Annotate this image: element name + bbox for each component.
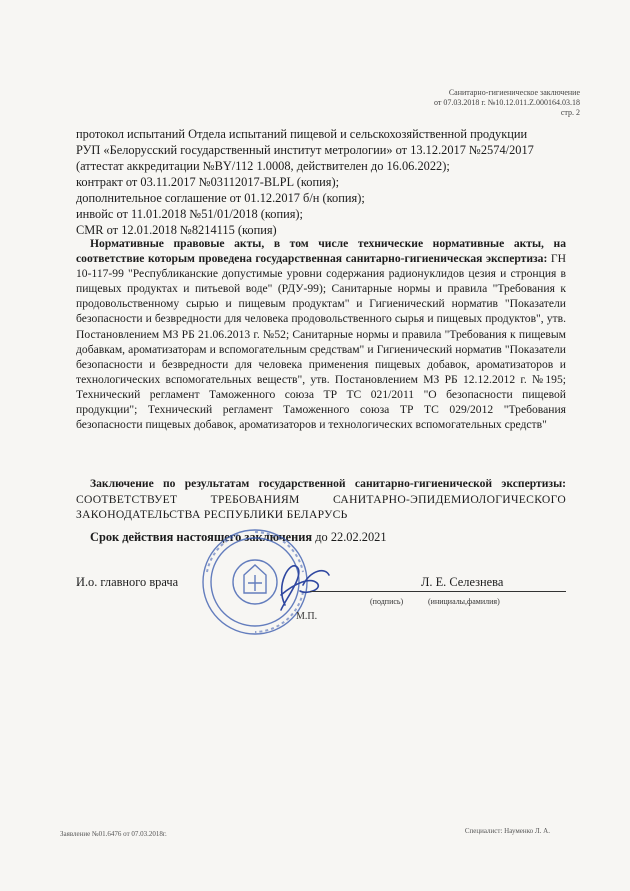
seal-place-label: М.П. — [296, 611, 318, 622]
header-doc-title: Санитарно-гигиеническое заключение — [448, 88, 580, 97]
reference-line: контракт от 03.11.2017 №03112017-BLPL (копия); — [76, 175, 340, 189]
references-list — [76, 126, 566, 238]
footer-specialist: Специалист: Науменко Л. А. — [464, 827, 550, 835]
reference-line: (аттестат аккредитации №BY/112 1.0008, действителен до 16.06.2022); — [76, 159, 450, 173]
footer-application-number: Заявление №01.6476 от 07.03.2018г. — [60, 830, 167, 838]
validity-label: Срок действия настоящего заключения — [90, 530, 313, 544]
normative-acts-heading: Нормативные правовые акты, в том числе технические нормативные акты, на соответствие которым проведена государственная санитарно-гигиеническая экспертиза: — [76, 237, 566, 266]
signer-position: И.о. главного врача — [76, 575, 179, 589]
name-caption: (инициалы,фамилия) — [428, 597, 500, 606]
header-doc-number: от 07.03.2018 г. №10.12.011.Z.000164.03.18 — [434, 98, 580, 107]
header-page-number: стр. 2 — [560, 108, 580, 117]
reference-line: РУП «Белорусский государственный институт метрологии» от 13.12.2017 №2574/2017 — [76, 143, 534, 157]
reference-line: дополнительное соглашение от 01.12.2017 б/н (копия); — [76, 191, 365, 205]
conclusion-verdict: СООТВЕТСТВУЕТ ТРЕБОВАНИЯМ САНИТАРНО-ЭПИДЕМИОЛОГИЧЕСКОГО ЗАКОНОДАТЕЛЬСТВА РЕСПУБЛИКИ БЕЛАРУСЬ — [76, 492, 566, 521]
name-line — [421, 591, 566, 592]
conclusion-paragraph — [76, 476, 566, 523]
conclusion-heading: Заключение по результатам государственной санитарно-гигиенической экспертизы: — [90, 477, 566, 490]
signature-caption: (подпись) — [370, 597, 404, 606]
normative-acts-text: ГН 10-117-99 "Республиканские допустимые уровни содержания радионуклидов цезия и стронция в пищевых продуктах и питьевой воде" (РДУ-99); Санитарные нормы и правила "Требования к продовольственному сырью и пищевым продуктам" и Гигиенический норматив "Показатели безопасности и безвредности для человека продовольственного сырья и пищевых продуктов", утв. Постановлением МЗ РБ 21.06.2013 г. №52; Санитарные нормы и правила "Требования к пищевым добавкам, ароматизаторам и вспомогательным средствам" и Гигиенический норматив "Показатели безопасности и безвредности для человека применения пищевых добавок, ароматизаторов и технологических вспомогательных веществ", утв. Постановлением МЗ РБ 12.12.2012 г. №195; Технический регламент Таможенного союза ТР ТС 021/2011 "О безопасности пищевой продукции"; Технический регламент Таможенного союза ТР ТС 029/2012 "Требования безопасности пищевых добавок, ароматизаторов и технологических вспомогательных средств" — [76, 252, 566, 432]
reference-line: инвойс от 11.01.2018 №51/01/2018 (копия); — [76, 207, 303, 221]
page-header — [434, 88, 580, 118]
reference-line: CMR от 12.01.2018 №8214115 (копия) — [76, 223, 277, 237]
normative-acts-paragraph — [76, 236, 566, 432]
reference-line: протокол испытаний Отдела испытаний пищевой и сельскохозяйственной продукции — [76, 127, 528, 141]
validity-date: до 22.02.2021 — [312, 530, 387, 544]
signer-name: Л. Е. Селезнева — [421, 575, 504, 589]
validity-line — [76, 530, 566, 545]
signature-block — [76, 575, 586, 645]
